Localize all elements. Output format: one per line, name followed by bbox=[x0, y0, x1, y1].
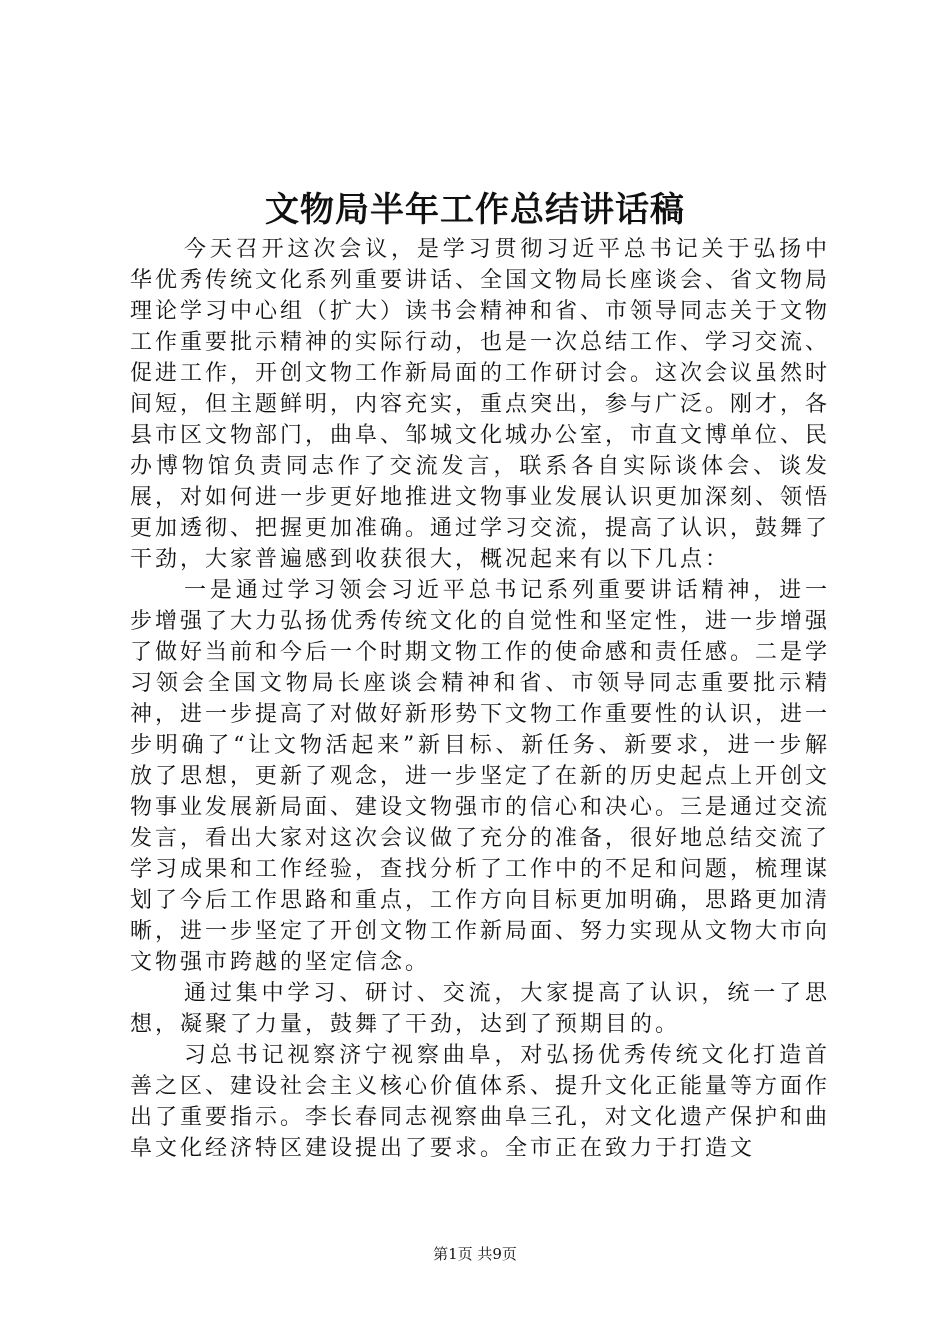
paragraph: 习总书记视察济宁视察曲阜，对弘扬优秀传统文化打造首善之区、建设社会主义核心价值体系、提升文化正能量等方面作出了重要指示。李长春同志视察曲阜三孔，对文化遗产保护和曲阜文化经济特区建设提出了要求。全市正在致力于打造文 bbox=[130, 1043, 831, 1161]
page-number-footer: 第1页 共9页 bbox=[433, 1245, 517, 1263]
paragraph: 今天召开这次会议，是学习贯彻习近平总书记关于弘扬中华优秀传统文化系列重要讲话、全国文物局长座谈会、省文物局理论学习中心组（扩大）读书会精神和省、市领导同志关于文物工作重要批示精神的实际行动，也是一次总结工作、学习交流、促进工作，开创文物工作新局面的工作研讨会。这次会议虽然时间短，但主题鲜明，内容充实，重点突出，参与广泛。刚才，各县市区文物部门，曲阜、邹城文化城办公室，市直文博单位、民办博物馆负责同志作了交流发言，联系各自实际谈体会、谈发展，对如何进一步更好地推进文物事业发展认识更加深刻、领悟更加透彻、把握更加准确。通过学习交流，提高了认识，鼓舞了干劲，大家普遍感到收获很大，概况起来有以下几点： bbox=[130, 237, 831, 572]
paragraph: 一是通过学习领会习近平总书记系列重要讲话精神，进一步增强了大力弘扬优秀传统文化的自觉性和坚定性，进一步增强了做好当前和今后一个时期文物工作的使命感和责任感。二是学习领会全国文物局长座谈会精神和省、市领导同志重要批示精神，进一步提高了对做好新形势下文物工作重要性的认识，进一步明确了“让文物活起来”新目标、新任务、新要求，进一步解放了思想，更新了观念，进一步坚定了在新的历史起点上开创文物事业发展新局面、建设文物强市的信心和决心。三是通过交流发言，看出大家对这次会议做了充分的准备，很好地总结交流了学习成果和工作经验，查找分析了工作中的不足和问题，梳理谋划了今后工作思路和重点，工作方向目标更加明确，思路更加清晰，进一步坚定了开创文物工作新局面、努力实现从文物大市向文物强市跨越的坚定信念。 bbox=[130, 578, 831, 975]
document-body bbox=[130, 234, 830, 1164]
paragraph: 通过集中学习、研讨、交流，大家提高了认识，统一了思想，凝聚了力量，鼓舞了干劲，达到了预期目的。 bbox=[130, 981, 830, 1037]
document-title: 文物局半年工作总结讲话稿 bbox=[265, 190, 685, 230]
